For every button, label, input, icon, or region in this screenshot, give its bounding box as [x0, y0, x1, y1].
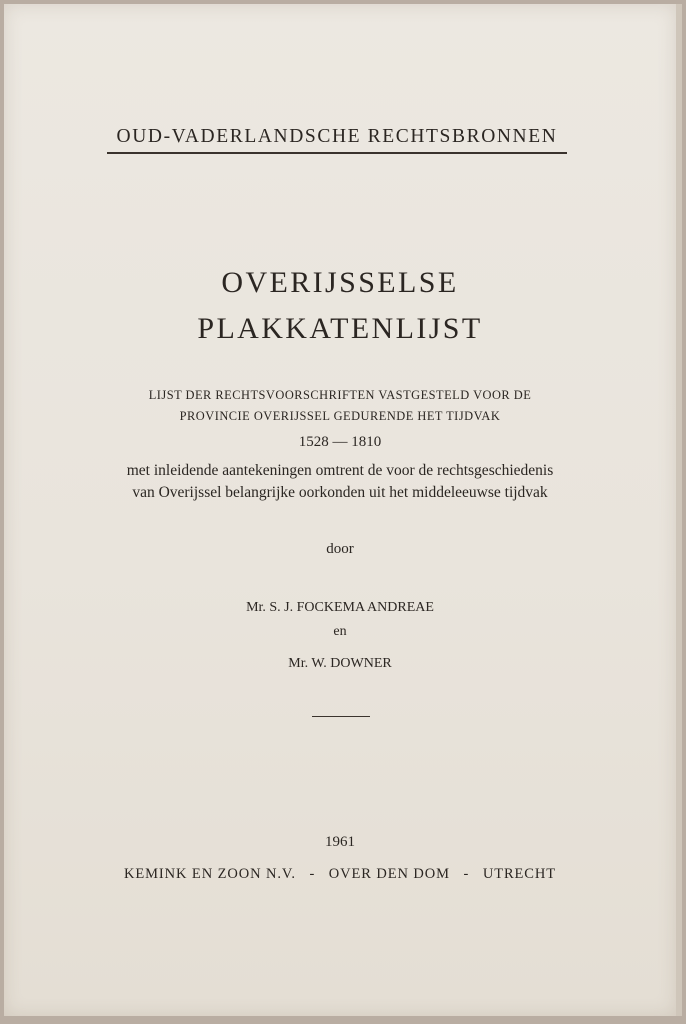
author-conjunction: en — [333, 624, 347, 639]
divider-rule — [312, 716, 370, 717]
publisher-imprint: KEMINK EN ZOON N.V. - OVER DEN DOM - UTRECHT — [124, 866, 556, 882]
author-2: Mr. W. DOWNER — [288, 656, 392, 671]
publication-year: 1961 — [325, 834, 355, 850]
subtitle-line-4: van Overijssel belangrijke oorkonden uit het middeleeuwse tijdvak — [132, 484, 548, 501]
subtitle-line-3: met inleidende aantekeningen omtrent de voor de rechtsgeschiedenis — [126, 462, 554, 479]
subtitle-years: 1528 — 1810 — [298, 434, 382, 450]
subtitle-line-2: PROVINCIE OVERIJSSEL GEDURENDE HET TIJDVAK — [179, 409, 501, 423]
by-label: door — [326, 541, 354, 557]
title-line-1: OVERIJSSELSE — [221, 266, 459, 299]
series-title: OUD-VADERLANDSCHE RECHTSBRONNEN — [107, 126, 567, 154]
author-1: Mr. S. J. FOCKEMA ANDREAE — [246, 600, 434, 615]
title-line-2: PLAKKATENLIJST — [197, 312, 483, 345]
subtitle-line-1: LIJST DER RECHTSVOORSCHRIFTEN VASTGESTELD VOOR DE — [148, 388, 532, 402]
book-cover — [4, 4, 682, 1016]
